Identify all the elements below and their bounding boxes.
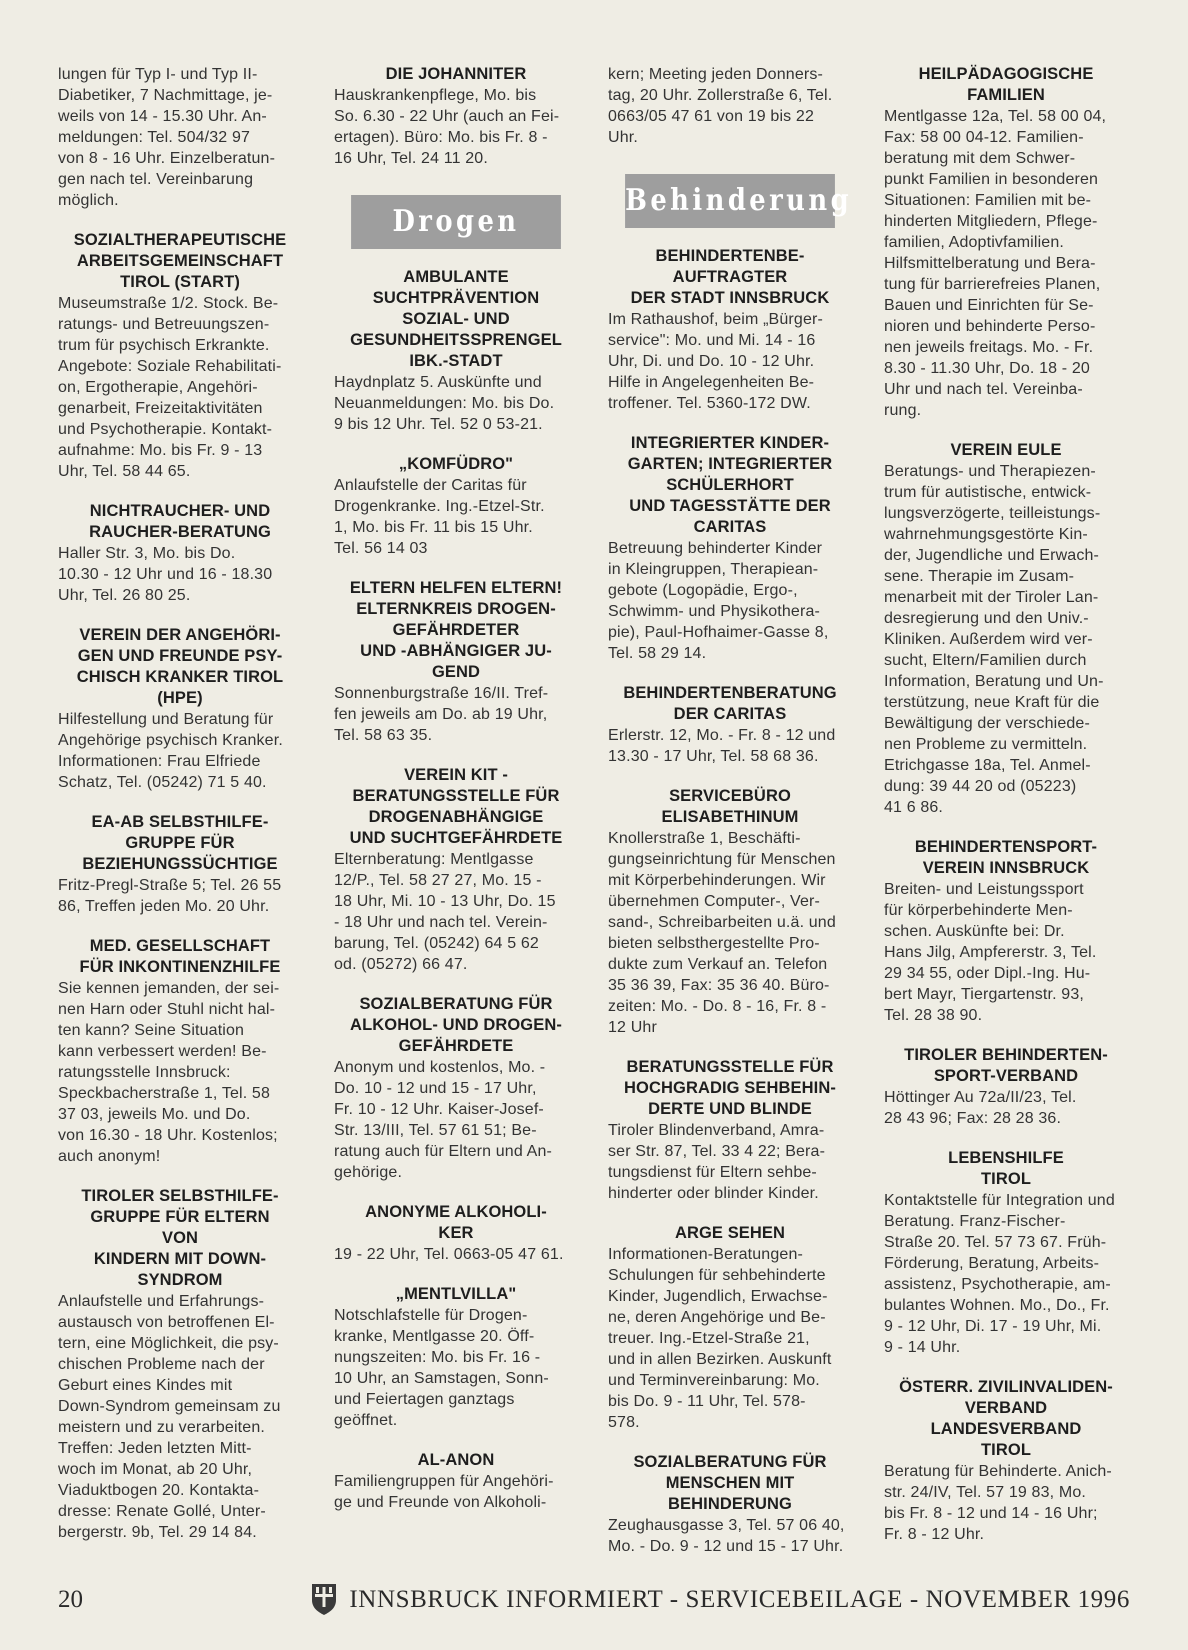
entry-heading: NICHTRAUCHER- UND RAUCHER-BERATUNG [89,502,271,541]
listing-entry [334,1450,578,1513]
entry-heading: SOZIALTHERAPEUTISCHE ARBEITSGEMEINSCHAFT TIROL (START) [73,231,287,291]
entry-body: Beratung für Behinderte. Anich- str. 24/IV, Tel. 57 19 83, Mo. bis Fr. 8 - 12 und 14 - 16 Uhr; Fr. 8 - 12 Uhr. [884,1463,1112,1543]
listing-entry [334,1284,578,1431]
entry-body: Im Rathaushof, beim „Bürger- service": Mo. und Mi. 14 - 16 Uhr, Di. und Do. 10 - 12 Uhr. Hilfe in Angelegenheiten Be- troffener. Tel. 5360-172 DW. [608,311,823,412]
listing-entry [884,1377,1128,1545]
listing-entry [608,246,852,414]
entry-body: Erlerstr. 12, Mo. - Fr. 8 - 12 und 13.30 - 17 Uhr, Tel. 58 68 36. [608,727,836,765]
entry-body: Anlaufstelle der Caritas für Drogenkranke. Ing.-Etzel-Str. 1, Mo. bis Fr. 11 bis 15 Uhr. Tel. 56 14 03 [334,477,545,557]
entry-body: Breiten- und Leistungssport für körperbehinderte Men- schen. Auskünfte bei: Dr. Hans Jilg, Ampfererstr. 3, Tel. 29 34 55, oder Dipl.-Ing. Hu- bert Mayr, Tiergartenstr. 93, Tel. 28 38 90. [884,881,1097,1024]
entry-heading: MED. GESELLSCHAFT FÜR INKONTINENZHILFE [79,937,281,976]
entry-heading: ARGE SEHEN [674,1224,786,1242]
entry-heading: LEBENSHILFE TIROL [948,1149,1064,1188]
listing-entry [884,64,1128,421]
listing-entry [58,812,302,917]
section-banner: Behinderung [625,174,835,228]
entry-heading: AL-ANON [417,1451,495,1469]
entry-heading: „KOMFÜDRO" [398,455,514,473]
listing-entry [58,64,302,211]
listing-entry [608,433,852,664]
entry-heading: TIROLER SELBSTHILFE- GRUPPE FÜR ELTERN VON KINDERN MIT DOWN- SYNDROM [81,1187,279,1289]
listing-entry [334,578,578,746]
entry-body: Haydnplatz 5. Auskünfte und Neuanmeldungen: Mo. bis Do. 9 bis 12 Uhr. Tel. 52 0 53-21. [334,374,555,433]
entry-heading: BEHINDERTENSPORT- VEREIN INNSBRUCK [914,838,1098,877]
entry-body: Museumstraße 1/2. Stock. Be- ratungs- und Betreuungszen- trum für psychisch Erkrankte. Angebote: Soziale Rehabilitati- on, Ergotherapie, Angehöri- genarbeit, Freizeitaktivitäten und Psychotherapie. Kontakt- aufnahme: Mo. bis Fr. 9 - 13 Uhr, Tel. 58 44 65. [58,295,282,480]
listing-entry [608,683,852,767]
entry-heading: BEHINDERTENBE- AUFTRAGTER DER STADT INNSBRUCK [630,247,830,307]
listing-entry [334,1202,578,1265]
entry-body: lungen für Typ I- und Typ II- Diabetiker, 7 Nachmittage, je- weils von 14 - 15.30 Uhr. An- meldungen: Tel. 504/32 97 von 8 - 16 Uhr. Einzelberatun- gen nach tel. Vereinbarung möglich. [58,66,276,209]
entry-heading: SERVICEBÜRO ELISABETHINUM [661,787,799,826]
entry-heading: EA-AB SELBSTHILFE- GRUPPE FÜR BEZIEHUNGSSÜCHTIGE [82,813,278,873]
entry-heading: VEREIN KIT - BERATUNGSSTELLE FÜR DROGENABHÄNGIGE UND SUCHTGEFÄHRDETE [349,766,563,847]
entry-body: Höttinger Au 72a/II/23, Tel. 28 43 96; Fax: 28 28 36. [884,1089,1077,1127]
entry-body: Familiengruppen für Angehöri- ge und Freunde von Alkoholi- [334,1473,554,1511]
entry-body: Anlaufstelle und Erfahrungs- austausch von betroffenen El- tern, eine Möglichkeit, die psy- chischen Probleme nach der Geburt eines Kindes mit Down-Syndrom gemeinsam zu meistern und zu verarbeiten. Treffen: Jeden letzten Mitt- woch im Monat, ab 20 Uhr, Viaduktbogen 20. Kontakta- dresse: Renate Gollé, Unter- bergerstr. 9b, Tel. 29 14 84. [58,1293,281,1541]
listing-entry [334,64,578,169]
entry-body: Zeughausgasse 3, Tel. 57 06 40, Mo. - Do. 9 - 12 und 15 - 17 Uhr. [608,1517,845,1555]
innsbruck-crest-icon [310,1582,338,1616]
entry-body: Kontaktstelle für Integration und Beratung. Franz-Fischer- Straße 20. Tel. 57 73 67. Früh- Förderung, Beratung, Arbeits- assistenz, Psychotherapie, am- bulantes Wohnen. Mo., Do., Fr. 9 - 12 Uhr, Di. 17 - 19 Uhr, Mi. 9 - 14 Uhr. [884,1192,1115,1356]
entry-heading: „MENTLVILLA" [395,1285,517,1303]
page-footer [58,1582,1130,1618]
listing-entry [884,1045,1128,1129]
listing-entry [334,267,578,435]
listing-entry [884,837,1128,1026]
entry-body: kern; Meeting jeden Donners- tag, 20 Uhr. Zollerstraße 6, Tel. 0663/05 47 61 von 19 bis 22 Uhr. [608,66,833,146]
listing-entry [58,936,302,1167]
listing-entry [334,765,578,975]
publication-title: INNSBRUCK INFORMIERT - SERVICEBEILAGE - NOVEMBER 1996 [349,1586,1130,1613]
entry-heading: ÖSTERR. ZIVILINVALIDEN- VERBAND LANDESVERBAND TIROL [899,1378,1113,1459]
entry-body: Hauskrankenpflege, Mo. bis So. 6.30 - 22 Uhr (auch an Fei- ertagen). Büro: Mo. bis Fr. 8 - 16 Uhr, Tel. 24 11 20. [334,87,560,167]
listing-entry [608,64,852,148]
column-2 [334,64,578,1532]
entry-body: Elternberatung: Mentlgasse 12/P., Tel. 58 27 27, Mo. 15 - 18 Uhr, Mi. 10 - 13 Uhr, Do. 15 - 18 Uhr und nach tel. Verein- barung, Tel. (05242) 64 5 62 od. (05272) 66 47. [334,851,556,973]
listing-entry [608,1057,852,1204]
entry-body: Sonnenburgstraße 16/II. Tref- fen jeweils am Do. ab 19 Uhr, Tel. 58 63 35. [334,685,549,744]
entry-body: Hilfestellung und Beratung für Angehörige psychisch Kranker. Informationen: Frau Elfriede Schatz, Tel. (05242) 71 5 40. [58,711,283,791]
entry-heading: BERATUNGSSTELLE FÜR HOCHGRADIG SEHBEHIN- DERTE UND BLINDE [624,1058,836,1118]
entry-heading: ANONYME ALKOHOLI- KER [365,1203,547,1242]
entry-heading: INTEGRIERTER KINDER- GARTEN; INTEGRIERTER SCHÜLERHORT UND TAGESSTÄTTE DER CARITAS [627,434,833,536]
entry-body: Tiroler Blindenverband, Amra- ser Str. 87, Tel. 33 4 22; Bera- tungsdienst für Eltern sehbe- hinderter oder blinder Kinder. [608,1122,826,1202]
entry-heading: AMBULANTE SUCHTPRÄVENTION SOZIAL- UND GESUNDHEITSSPRENGEL IBK.-STADT [350,268,562,370]
entry-body: 19 - 22 Uhr, Tel. 0663-05 47 61. [334,1246,564,1263]
entry-heading: VEREIN DER ANGEHÖRI- GEN UND FREUNDE PSY- CHISCH KRANKER TIROL (HPE) [76,626,284,707]
section-banner: Drogen [351,195,561,249]
listing-entry [58,1186,302,1543]
entry-heading: DIE JOHANNITER [385,65,527,83]
listing-entry [58,501,302,606]
entry-heading: ELTERN HELFEN ELTERN! ELTERNKREIS DROGEN- GEFÄHRDETER UND -ABHÄNGIGER JU- GEND [349,579,563,681]
listing-entry [608,786,852,1038]
entry-body: Notschlafstelle für Drogen- kranke, Mentlgasse 20. Öff- nungszeiten: Mo. bis Fr. 16 - 10 Uhr, an Samstagen, Sonn- und Feiertagen ganztags geöffnet. [334,1307,549,1429]
page-number: 20 [58,1586,83,1613]
listing-entry [334,994,578,1183]
entry-body: Betreuung behinderter Kinder in Kleingruppen, Therapiean- gebote (Logopädie, Ergo-, Schwimm- und Physikothera- pie), Paul-Hofhaimer-Gasse 8, Tel. 58 29 14. [608,540,829,662]
listing-entry [608,1452,852,1557]
entry-body: Fritz-Pregl-Straße 5; Tel. 26 55 86, Treffen jeden Mo. 20 Uhr. [58,877,282,915]
listing-entry [58,625,302,793]
column-4 [884,64,1128,1564]
entry-heading: BEHINDERTENBERATUNG DER CARITAS [623,684,837,723]
column-1 [58,64,302,1562]
listing-entry [334,454,578,559]
entry-body: Mentlgasse 12a, Tel. 58 00 04, Fax: 58 00 04-12. Familien- beratung mit dem Schwer- punkt Familien in besonderen Situationen: Familien mit be- hinderten Mitgliedern, Pflege- familien, Adoptivfamilien. Hilfsmittelberatung und Bera- tung für barrierefreies Planen, Bauen und Einrichten für Se- nioren und behinderte Perso- nen jeweils freitags. Mo. - Fr. 8.30 - 11.30 Uhr, Do. 18 - 20 Uhr und nach tel. Vereinba- rung. [884,108,1107,419]
entry-heading: TIROLER BEHINDERTEN- SPORT-VERBAND [904,1046,1108,1085]
entry-body: Haller Str. 3, Mo. bis Do. 10.30 - 12 Uhr und 16 - 18.30 Uhr, Tel. 26 80 25. [58,545,273,604]
listing-entry [608,1223,852,1433]
entry-heading: HEILPÄDAGOGISCHE FAMILIEN [918,65,1094,104]
listing-entry [884,1148,1128,1358]
entry-body: Sie kennen jemanden, der sei- nen Harn oder Stuhl nicht hal- ten kann? Seine Situation kann verbessert werden! Be- ratungsstelle Innsbruck: Speckbacherstraße 1, Tel. 58 37 03, jeweils Mo. und Do. von 16.30 - 18 Uhr. Kostenlos; auch anonym! [58,980,280,1165]
column-3 [608,64,852,1576]
entry-body: Anonym und kostenlos, Mo. - Do. 10 - 12 und 15 - 17 Uhr, Fr. 10 - 12 Uhr. Kaiser-Josef- Str. 13/III, Tel. 57 61 51; Be- ratung auch für Eltern und An- gehörige. [334,1059,552,1181]
entry-body: Informationen-Beratungen- Schulungen für sehbehinderte Kinder, Jugendlich, Erwachse- ne, deren Angehörige und Be- treuer. Ing.-Etzel-Straße 21, und in allen Bezirken. Auskunft und Terminvereinbarung: Mo. bis Do. 9 - 11 Uhr, Tel. 578- 578. [608,1246,832,1431]
listing-entry [58,230,302,482]
entry-heading: VEREIN EULE [950,441,1062,459]
entry-body: Beratungs- und Therapiezen- trum für autistische, entwick- lungsverzögerte, teilleistungs- wahrnehmungsgestörte Kin- der, Jugendliche und Erwach- sene. Therapie im Zusam- menarbeit mit der Tiroler Lan- desregierung und den Univ.- Kliniken. Außerdem wird ver- sucht, Eltern/Familien durch Information, Beratung und Un- terstützung, neue Kraft für die Bewältigung der verschiede- nen Probleme zu vermitteln. Etrichgasse 18a, Tel. Anmel- dung: 39 44 20 od (05223) 41 6 86. [884,463,1104,816]
entry-heading: SOZIALBERATUNG FÜR MENSCHEN MIT BEHINDERUNG [633,1453,827,1513]
entry-heading: SOZIALBERATUNG FÜR ALKOHOL- UND DROGEN- GEFÄHRDETE [350,995,562,1055]
listing-entry [884,440,1128,818]
entry-body: Knollerstraße 1, Beschäfti- gungseinrichtung für Menschen mit Körperbehinderungen. Wir übernehmen Computer-, Ver- sand-, Schreibarbeiten u.ä. und bieten selbsthergestellte Pro- dukte zum Verkauf an. Telefon 35 36 39, Fax: 35 36 40. Büro- zeiten: Mo. - Do. 8 - 16, Fr. 8 - 12 Uhr [608,830,836,1036]
